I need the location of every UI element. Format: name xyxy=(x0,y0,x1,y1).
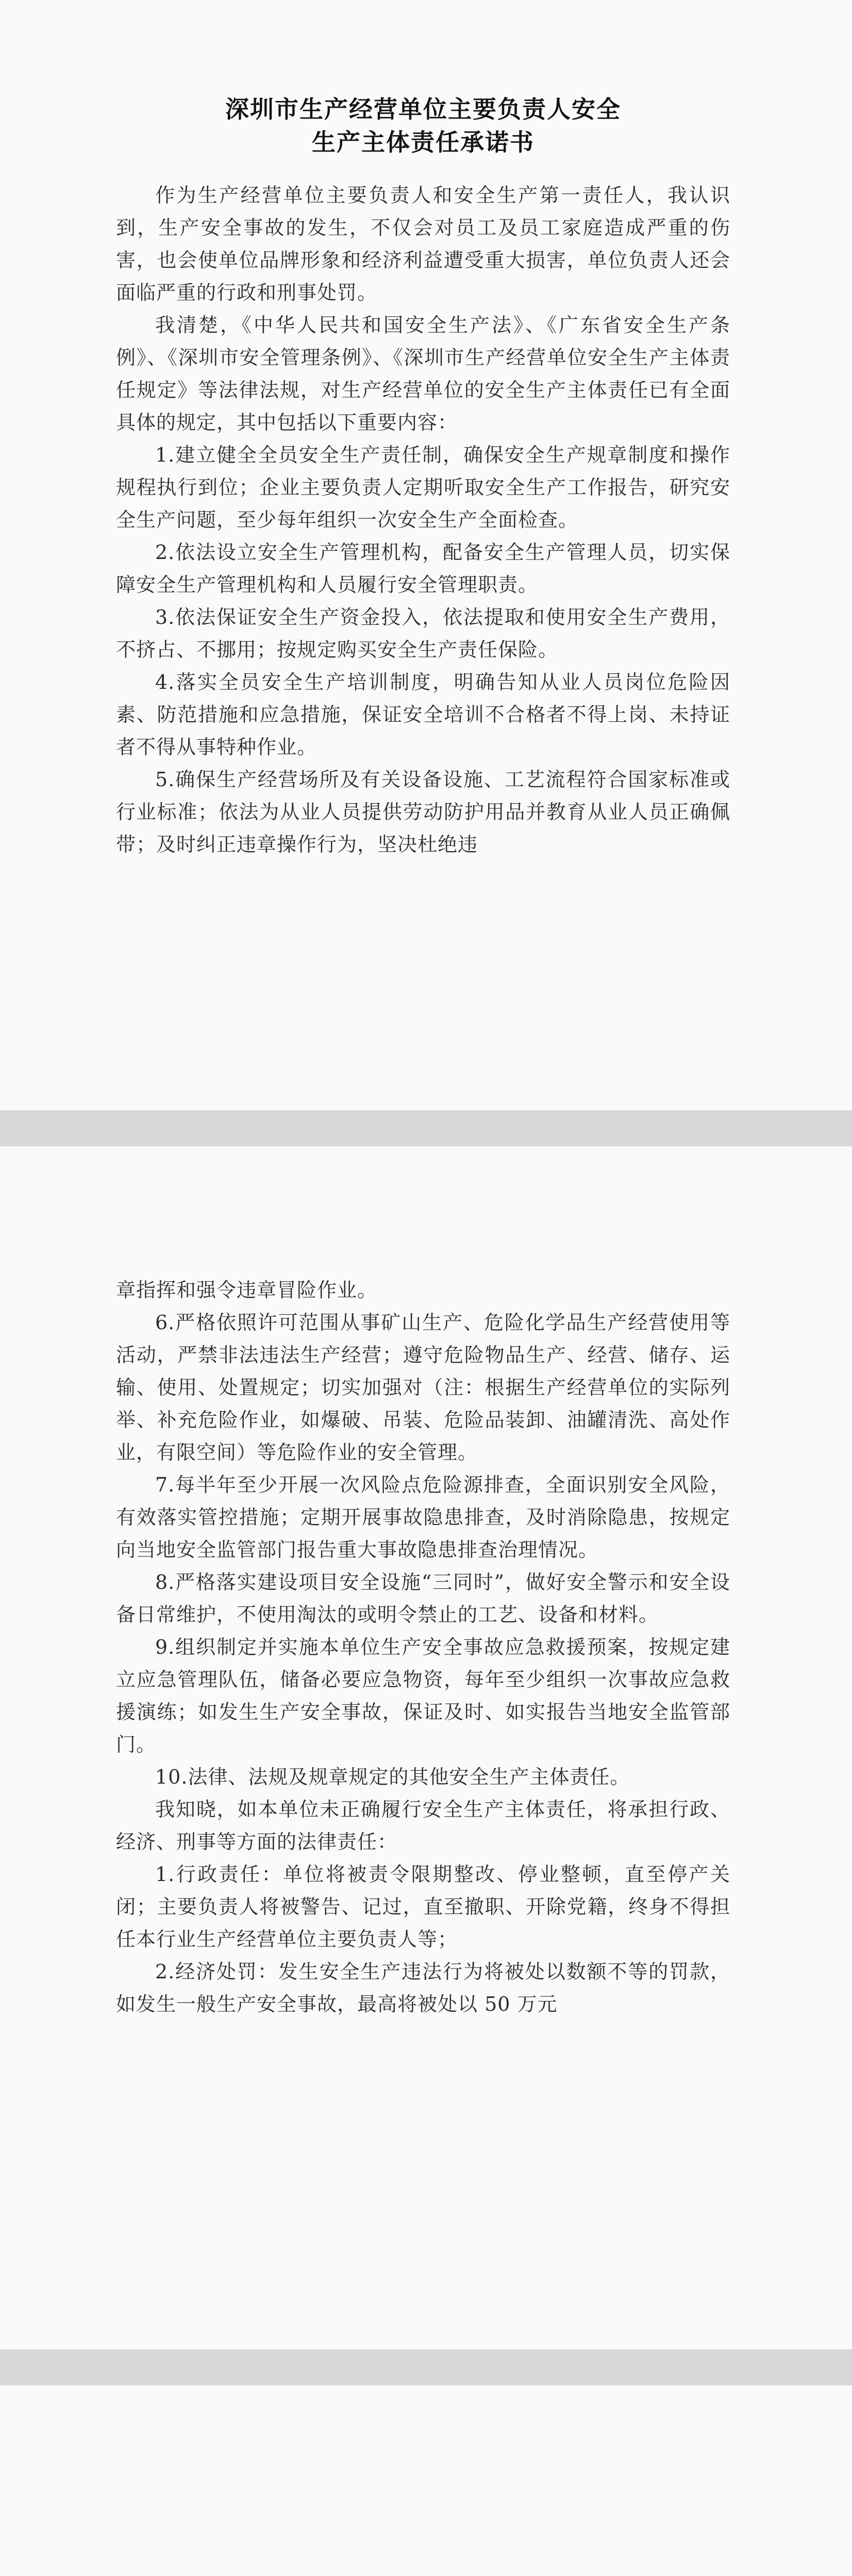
duty-item-10: 10.法律、法规及规章规定的其他安全生产主体责任。 xyxy=(155,1766,630,1788)
page-2-content xyxy=(116,1274,730,2021)
duty-item-5: 5.确保生产经营场所及有关设备设施、工艺流程符合国家标准或行业标准；依法为从业人员提供劳动防护用品并教育从业人员正确佩带；及时纠正违章操作行为，坚决杜绝违 xyxy=(116,768,730,856)
document-page-3 xyxy=(0,2385,852,2576)
laws-paragraph: 我清楚，《中华人民共和国安全生产法》、《广东省安全生产条例》、《深圳市安全管理条例》、《深圳市生产经营单位安全生产主体责任规定》等法律法规，对生产经营单位的安全生产主体责任已有全面具体的规定，其中包括以下重要内容： xyxy=(116,314,730,434)
duty-item-4: 4.落实全员安全生产培训制度，明确告知从业人员岗位危险因素、防范措施和应急措施，保证安全培训不合格者不得上岗、未持证者不得从事特种作业。 xyxy=(116,671,730,758)
duty-item-1: 1.建立健全全员安全生产责任制，确保安全生产规章制度和操作规程执行到位；企业主要负责人定期听取安全生产工作报告，研究安全生产问题，至少每年组织一次安全生产全面检查。 xyxy=(116,444,730,531)
liability-economic: 2.经济处罚：发生安全生产违法行为将被处以数额不等的罚款，如发生一般生产安全事故，最高将被处以 50 万元 xyxy=(116,1960,730,2015)
duty-item-2: 2.依法设立安全生产管理机构，配备安全生产管理人员，切实保障安全生产管理机构和人员履行安全管理职责。 xyxy=(116,541,730,596)
duty-item-5-continued: 章指挥和强令违章冒险作业。 xyxy=(116,1279,378,1301)
title-line-2: 生产主体责任承诺书 xyxy=(312,128,534,156)
duty-item-7: 7.每半年至少开展一次风险点危险源排查，全面识别安全风险，有效落实管控措施；定期开展事故隐患排查，及时消除隐患，按规定向当地安全监管部门报告重大事故隐患排查治理情况。 xyxy=(116,1473,730,1561)
duty-item-9: 9.组织制定并实施本单位生产安全事故应急救援预案，按规定建立应急管理队伍，储备必要应急物资，每年至少组织一次事故应急救援演练；如发生生产安全事故，保证及时、如实报告当地安全监管部门。 xyxy=(116,1636,730,1756)
document-page-1 xyxy=(0,0,852,1110)
intro-paragraph: 作为生产经营单位主要负责人和安全生产第一责任人，我认识到，生产安全事故的发生，不仅会对员工及员工家庭造成严重的伤害，也会使单位品牌形象和经济利益遭受重大损害，单位负责人还会面临严重的行政和刑事处罚。 xyxy=(116,184,730,304)
duty-item-6: 6.严格依照许可范围从事矿山生产、危险化学品生产经营使用等活动，严禁非法违法生产经营；遵守危险物品生产、经营、储存、运输、使用、处置规定；切实加强对（注：根据生产经营单位的实际列举、补充危险作业，如爆破、吊装、危险品装卸、油罐清洗、高处作业，有限空间）等危险作业的安全管理。 xyxy=(116,1311,730,1464)
title-line-1: 深圳市生产经营单位主要负责人安全 xyxy=(225,95,621,123)
liability-administrative: 1.行政责任：单位将被责令限期整改、停业整顿，直至停产关闭；主要负责人将被警告、记过，直至撤职、开除党籍，终身不得担任本行业生产经营单位主要负责人等； xyxy=(116,1863,730,1951)
document-title xyxy=(116,93,730,159)
duty-item-8: 8.严格落实建设项目安全设施“三同时”，做好安全警示和安全设备日常维护，不使用淘汰的或明令禁止的工艺、设备和材料。 xyxy=(116,1571,730,1626)
page-1-content xyxy=(116,93,730,861)
document-page-2 xyxy=(0,1146,852,2349)
duty-item-3: 3.依法保证安全生产资金投入，依法提取和使用安全生产费用，不挤占、不挪用；按规定购买安全生产责任保险。 xyxy=(116,606,730,661)
liability-intro: 我知晓，如本单位未正确履行安全生产主体责任，将承担行政、经济、刑事等方面的法律责任： xyxy=(116,1798,730,1853)
